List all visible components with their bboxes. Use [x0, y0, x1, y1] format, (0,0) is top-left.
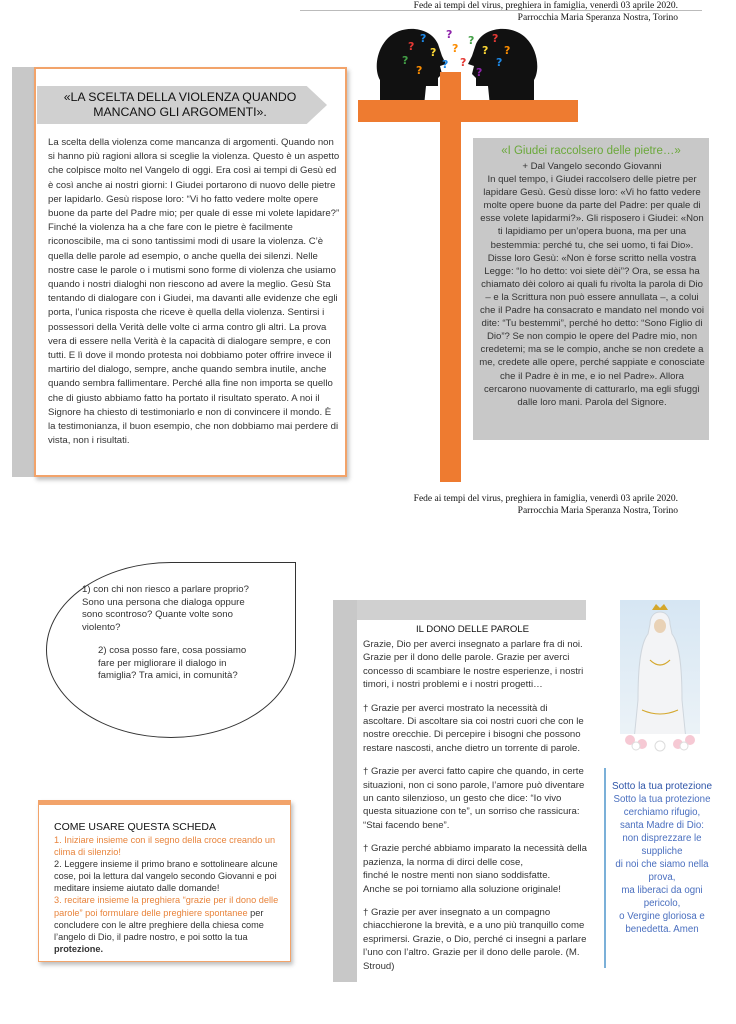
- svg-text:?: ?: [416, 64, 423, 77]
- article-body: La scelta della violenza come mancanza di argomenti. Quando non si hanno più ragioni allora si sceglie la violenza. Questo è un aspetto che colpisce molto nel Vangelo di oggi. Era così ai tempi di Gesù ed è così anche ai nostri giorni: I Giudei portarono di nuovo delle pietre per lapidarlo. Gesù rispose loro: “Vi ho fatto vedere molte opere buone da parte del Padre mio; per quale di esse mi volete lapidare?” Finché la violenza ha a che fare con le pietre è facilmente riconoscibile, ma ci sono tantissimi modi di usare la violenza. C’è quella delle parole ad esempio, o anche quella dei silenzi. Nelle nostre case le parole o i mutismi sono forme di violenza che usiamo quando i nostri dialoghi non riescono ad avere la meglio. Gesù Sta tentando di dialogare con i Giudei, ma davanti alle evidenze che egli porta, l’unica risposta che riceve è quella della violenza. Sentirsi i possessori della Verità delle volte ci arma contro gli altri. La prova vera di essere nella Verità è la capacità di dialogare sempre, e con tutti. E lì dove il mondo protesta noi dobbiamo poter offrire invece il martirio del dialogo, sempre, anche quando sembra inutile, anche quando sembra fallimentare. Perché alla fine non importa se quello che di giusto abbiamo fatto ha portato il risultato sperato. A noi il Signore ha chiesto di testimoniarlo e non di convincere il mondo. È la testimonianza, il buon esempio, che non dobbiamo mai perdere di vista, non i risultati.: [48, 137, 340, 447]
- header-line1: Fede ai tempi del virus, preghiera in famiglia, venerdì 03 aprile 2020.: [413, 1, 678, 11]
- svg-text:?: ?: [402, 54, 409, 67]
- dono-paragraph-4: [363, 842, 591, 896]
- question-1: 1) con chi non riesco a parlare proprio? Sono una persona che dialoga oppure sono scontroso? Quante volte sono violento?: [82, 584, 249, 633]
- gospel-text: [478, 160, 706, 409]
- dono-p4-b: finché le nostre menti non siano soddisfatte.: [363, 870, 551, 882]
- header-mid-line2: Parrocchia Maria Speranza Nostra, Torino: [517, 506, 678, 516]
- prayer-line: non disprezzare le: [622, 833, 702, 844]
- svg-text:?: ?: [482, 44, 489, 57]
- howto-step-3-highlight: 3. recitare insieme la preghiera “grazie per il dono delle parole” poi formulare delle preghiere spontanee: [54, 895, 279, 918]
- svg-text:?: ?: [476, 66, 483, 79]
- dono-p4-c: Anche se poi torniamo alla soluzione originale!: [363, 883, 561, 895]
- article-title: «LA SCELTA DELLA VIOLENZA QUANDO MANCANO GLI ARGOMENTI».: [63, 90, 297, 119]
- prayer-line: prova,: [648, 872, 676, 883]
- svg-text:?: ?: [446, 28, 453, 41]
- svg-text:?: ?: [408, 40, 415, 53]
- dono-banner: [357, 600, 586, 620]
- dono-paragraph-5: † Grazie per aver insegnato a un compagno chiacchierone la brevità, e a uno più tranquillo come esprimersi. Grazie, o Dio, perché ci insegni a parlare l’uno con l’altro. Grazie per il dono delle parole. (M. Stroud): [363, 906, 587, 972]
- prayer-line: suppliche: [641, 846, 683, 857]
- prayer-line: Sotto la tua protezione: [613, 794, 711, 805]
- svg-text:?: ?: [442, 58, 449, 71]
- gospel-body: In quel tempo, i Giudei raccolsero delle pietre per lapidare Gesù. Gesù disse loro: «Vi ho fatto vedere molte opere buone da parte del Padre: per quale di esse volete lapidarmi?». Gli risposero i Giudei: «Non ti lapidiamo per un’opera buona, ma per una bestemmia: perché tu, che sei uomo, ti fai Dio». Disse loro Gesù: «Non è forse scritto nella vostra Legge: “Io ho detto: voi siete dèi”? Ora, se essa ha chiamato dèi coloro ai quali fu rivolta la parola di Dio – e la Scrittura non può essere annullata –, a colui che il Padre ha consacrato e mandato nel mondo voi dite: “Tu bestemmi”, perché ho detto: “Sono Figlio di Dio”? Se non compio le opere del Padre mio, non credetemi; ma se le compio, anche se non credete a me, credete alle opere, perché sappiate e conosciate che il Padre è in me, e io nel Padre». Allora cercarono nuovamente di catturarlo, ma egli sfuggì dalle loro mani. Parola del Signore.: [479, 174, 705, 408]
- svg-text:?: ?: [468, 34, 475, 47]
- gospel-title: «I Giudei raccolsero delle pietre…»: [501, 145, 681, 157]
- howto-step-3-bold: protezione.: [54, 943, 104, 954]
- prayer-line: benedetta. Amen: [625, 924, 699, 935]
- dono-side-bar: [333, 600, 357, 982]
- svg-text:?: ?: [504, 44, 511, 57]
- prayer-line: ma liberaci da ogni: [621, 885, 703, 896]
- svg-text:?: ?: [420, 32, 427, 45]
- cross-vertical: [440, 72, 461, 482]
- prayer-side-line: [604, 768, 606, 968]
- header-line2: Parrocchia Maria Speranza Nostra, Torino: [517, 13, 678, 23]
- gospel-source: + Dal Vangelo secondo Giovanni: [522, 161, 662, 172]
- howto-step-2: 2. Leggere insieme il primo brano e sottolineare alcune cose, poi la lettura dal vangelo secondo Giovanni e poi meditare insieme aiutato dalle domande!: [54, 859, 278, 894]
- svg-text:?: ?: [492, 32, 499, 45]
- dono-paragraph-1: Grazie, Dio per averci insegnato a parlare fra di noi. Grazie per il dono delle parole. Grazie per averci concesso di scambiare le nostre esperienze, i nostri timori, i nostri problemi e i nostri progetti…: [363, 639, 584, 691]
- svg-text:?: ?: [460, 56, 467, 69]
- dono-paragraph-2: † Grazie per averci mostrato la necessità di ascoltare. Di ascoltare sia coi nostri cuori che con le nostre orecchie. Di percepire i bisogni che possono restare nascosti, anche dietro un torrente di parole.: [363, 702, 584, 754]
- svg-text:?: ?: [452, 42, 459, 55]
- prayer-line: santa Madre di Dio:: [620, 820, 704, 831]
- svg-text:?: ?: [496, 56, 503, 69]
- howto-title: COME USARE QUESTA SCHEDA: [54, 821, 217, 833]
- howto-body: [54, 834, 284, 955]
- dono-title: IL DONO DELLE PAROLE: [415, 624, 530, 635]
- dono-p4-a: † Grazie perché abbiamo imparato la necessità della pazienza, la norma di dirci delle cose,: [363, 843, 587, 868]
- prayer-line: o Vergine gloriosa e: [619, 911, 705, 922]
- prayer-line: di noi che siamo nella: [615, 859, 709, 870]
- header-mid-line1: Fede ai tempi del virus, preghiera in famiglia, venerdì 03 aprile 2020.: [413, 494, 678, 504]
- madonna-statue-image: [620, 600, 700, 752]
- article-side-bar: [12, 67, 36, 477]
- question-2: 2) cosa posso fare, cosa possiamo fare per migliorare il dialogo in famiglia? Tra amici, in comunità?: [98, 645, 247, 682]
- cross-horizontal: [358, 100, 578, 122]
- howto-step-1: 1. Iniziare insieme con il segno della croce creando un clima di silenzio!: [54, 835, 276, 858]
- page-header-mid: [300, 493, 678, 517]
- prayer-title: Sotto la tua protezione: [611, 781, 713, 792]
- prayer-line: pericolo,: [643, 898, 681, 909]
- howto-step-3-rest: per concludere con le altre preghiere della chiesa come l’angelo di Dio, il padre nostro, e poi sotto la tua: [54, 907, 264, 942]
- dono-paragraph-3: † Grazie per averci fatto capire che quando, in certe situazioni, non ci sono parole, l’amore può diventare un canto silenzioso, un gesto che dice: “Io vivo questa situazione con te”, un sorriso che rassicura: “Stai facendo bene”.: [363, 766, 585, 831]
- howto-step-3: [54, 894, 284, 954]
- prayer-block: [610, 780, 714, 936]
- svg-text:?: ?: [430, 46, 437, 59]
- dono-body: [363, 638, 591, 983]
- prayer-line: cerchiamo rifugio,: [623, 807, 701, 818]
